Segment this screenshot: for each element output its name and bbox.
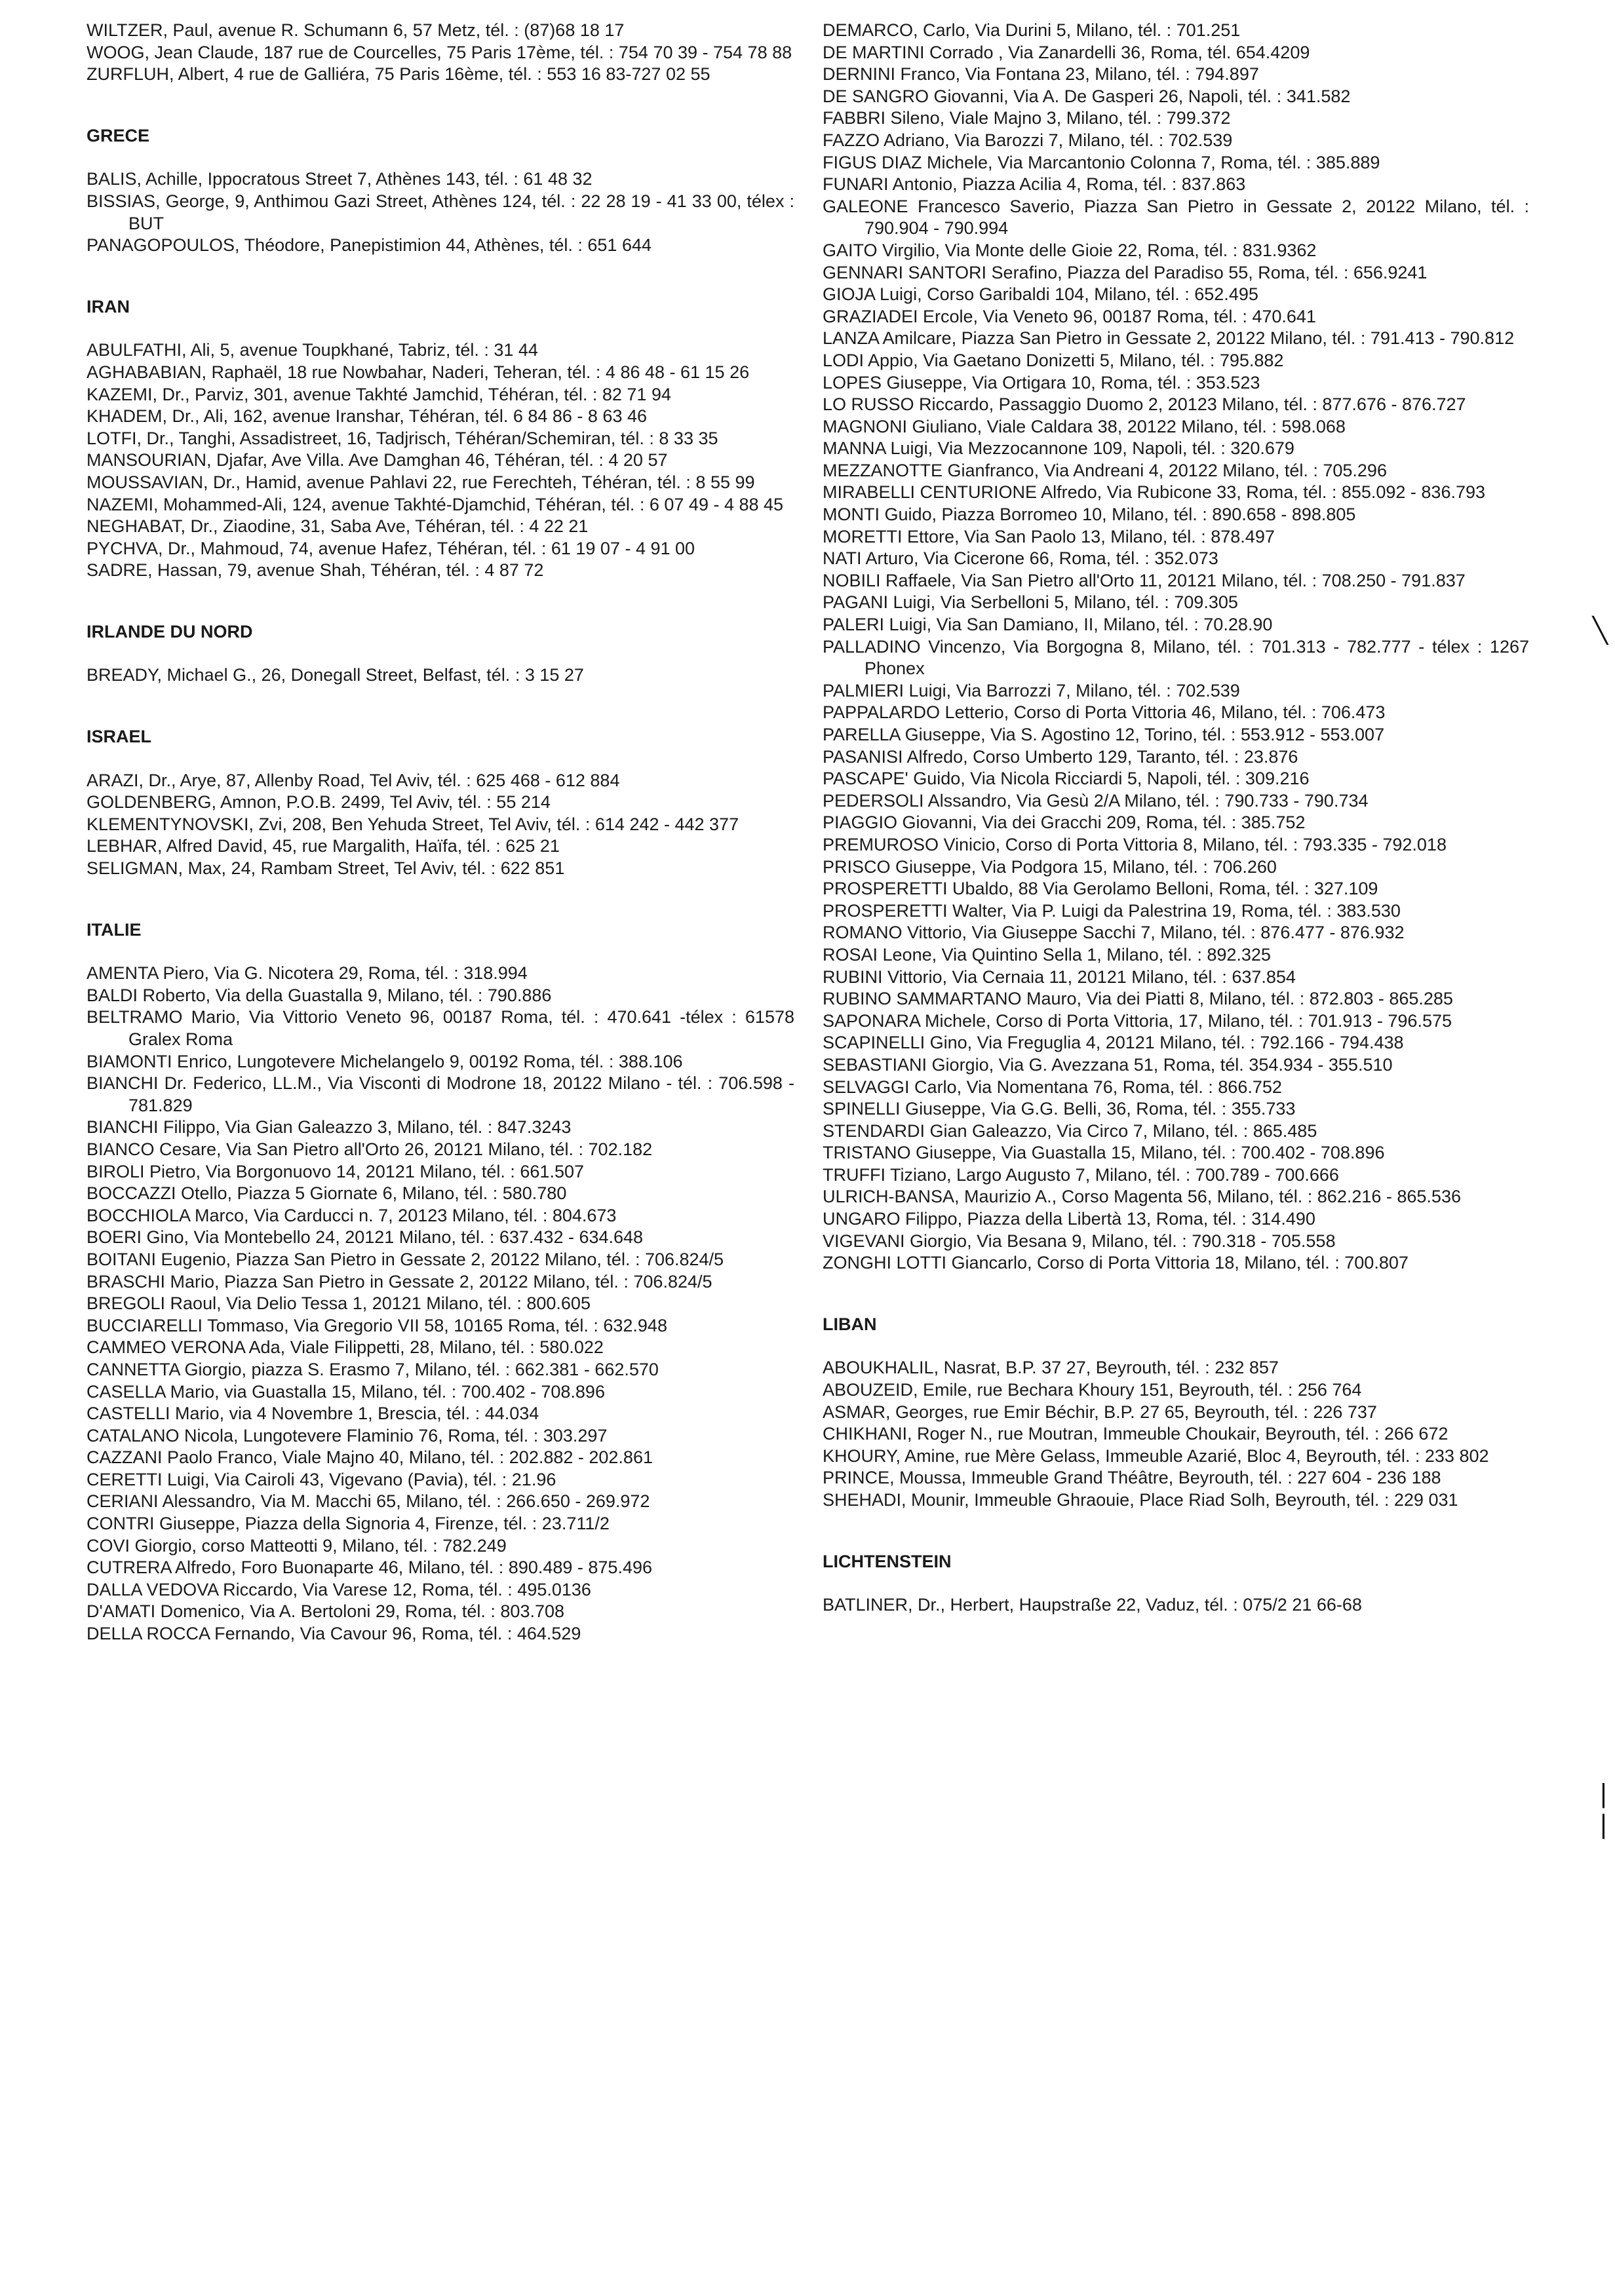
section-spacer xyxy=(87,257,794,296)
directory-entry: UNGARO Filippo, Piazza della Libertà 13, Roma, tél. : 314.490 xyxy=(823,1209,1315,1229)
directory-entry: GENNARI SANTORI Serafino, Piazza del Paradiso 55, Roma, tél. : 656.9241 xyxy=(823,262,1428,282)
directory-entry: BRASCHI Mario, Piazza San Pietro in Gessate 2, 20122 Milano, tél. : 706.824/5 xyxy=(87,1271,712,1292)
directory-entry: PROSPERETTI Ubaldo, 88 Via Gerolamo Belloni, Roma, tél. : 327.109 xyxy=(823,879,1378,899)
directory-entry: LOTFI, Dr., Tanghi, Assadistreet, 16, Tadjrisch, Téhéran/Schemiran, tél. : 8 33 35 xyxy=(87,428,718,448)
country-heading: LICHTENSTEIN xyxy=(823,1551,952,1571)
directory-entry: TRISTANO Giuseppe, Via Guastalla 15, Milano, tél. : 700.402 - 708.896 xyxy=(823,1143,1385,1163)
directory-entry: DERNINI Franco, Via Fontana 23, Milano, tél. : 794.897 xyxy=(823,64,1259,85)
directory-entry: ABULFATHI, Ali, 5, avenue Toupkhané, Tabriz, tél. : 31 44 xyxy=(87,340,538,360)
directory-entry: ZONGHI LOTTI Giancarlo, Corso di Porta Vittoria 18, Milano, tél. : 700.807 xyxy=(823,1253,1409,1273)
directory-entry: CAZZANI Paolo Franco, Viale Majno 40, Milano, tél. : 202.882 - 202.861 xyxy=(87,1447,653,1468)
section-spacer xyxy=(823,1512,1529,1551)
section-spacer xyxy=(823,1274,1529,1314)
directory-entry: SCAPINELLI Gino, Via Freguglia 4, 20121 Milano, tél. : 792.166 - 794.438 xyxy=(823,1033,1404,1053)
directory-entry: BISSIAS, George, 9, Anthimou Gazi Street, Athènes 124, tél. : 22 28 19 - 41 33 00, télex : BUT xyxy=(87,191,794,233)
directory-entry: MOUSSAVIAN, Dr., Hamid, avenue Pahlavi 22, rue Ferechteh, Téhéran, tél. : 8 55 99 xyxy=(87,472,755,492)
directory-entry: PASCAPE' Guido, Via Nicola Ricciardi 5, Napoli, tél. : 309.216 xyxy=(823,769,1310,789)
directory-entry: DELLA ROCCA Fernando, Via Cavour 96, Roma, tél. : 464.529 xyxy=(87,1624,581,1644)
directory-entry: RUBINO SAMMARTANO Mauro, Via dei Piatti 8, Milano, tél. : 872.803 - 865.285 xyxy=(823,989,1453,1009)
directory-entry: PANAGOPOULOS, Théodore, Panepistimion 44, Athènes, tél. : 651 644 xyxy=(87,235,652,256)
directory-entry: BOITANI Eugenio, Piazza San Pietro in Gessate 2, 20122 Milano, tél. : 706.824/5 xyxy=(87,1249,724,1269)
directory-entry: TRUFFI Tiziano, Largo Augusto 7, Milano, tél. : 700.789 - 700.666 xyxy=(823,1164,1339,1185)
directory-entry: PALLADINO Vincenzo, Via Borgogna 8, Milano, tél. : 701.313 - 782.777 - télex : 1267 Phonex xyxy=(823,636,1529,679)
directory-entry: PROSPERETTI Walter, Via P. Luigi da Palestrina 19, Roma, tél. : 383.530 xyxy=(823,900,1401,921)
directory-entry: NEGHABAT, Dr., Ziaodine, 31, Saba Ave, Téhéran, tél. : 4 22 21 xyxy=(87,516,589,537)
directory-entry: D'AMATI Domenico, Via A. Bertoloni 29, Roma, tél. : 803.708 xyxy=(87,1601,565,1622)
country-heading: GRECE xyxy=(87,125,150,145)
directory-entry: BUCCIARELLI Tommaso, Via Gregorio VII 58, 10165 Roma, tél. : 632.948 xyxy=(87,1315,667,1335)
directory-entry: KHOURY, Amine, rue Mère Gelass, Immeuble Azarié, Bloc 4, Beyrouth, tél. : 233 802 xyxy=(823,1445,1489,1466)
directory-entry: SELVAGGI Carlo, Via Nomentana 76, Roma, tél. : 866.752 xyxy=(823,1077,1282,1097)
directory-entry: ASMAR, Georges, rue Emir Béchir, B.P. 27 65, Beyrouth, tél. : 226 737 xyxy=(823,1402,1377,1422)
directory-entry: PRISCO Giuseppe, Via Podgora 15, Milano, tél. : 706.260 xyxy=(823,856,1277,877)
directory-entry: CUTRERA Alfredo, Foro Buonaparte 46, Milano, tél. : 890.489 - 875.496 xyxy=(87,1558,652,1578)
directory-entry: DE SANGRO Giovanni, Via A. De Gasperi 26, Napoli, tél. : 341.582 xyxy=(823,86,1351,106)
directory-entry: ZURFLUH, Albert, 4 rue de Galliéra, 75 Paris 16ème, tél. : 553 16 83-727 02 55 xyxy=(87,64,710,85)
country-heading: LIBAN xyxy=(823,1314,877,1334)
directory-entry: BIANCHI Filippo, Via Gian Galeazzo 3, Milano, tél. : 847.3243 xyxy=(87,1117,572,1138)
directory-entry: CASELLA Mario, via Guastalla 15, Milano, tél. : 700.402 - 708.896 xyxy=(87,1381,605,1402)
directory-entry: CONTRI Giuseppe, Piazza della Signoria 4, Firenze, tél. : 23.711/2 xyxy=(87,1514,610,1534)
directory-entry: MIRABELLI CENTURIONE Alfredo, Via Rubicone 33, Roma, tél. : 855.092 - 836.793 xyxy=(823,482,1486,503)
directory-entry: PAGANI Luigi, Via Serbelloni 5, Milano, tél. : 709.305 xyxy=(823,592,1238,613)
directory-entry: PASANISI Alfredo, Corso Umberto 129, Taranto, tél. : 23.876 xyxy=(823,746,1298,767)
directory-entry: MORETTI Ettore, Via San Paolo 13, Milano, tél. : 878.497 xyxy=(823,526,1275,546)
country-heading: ISRAEL xyxy=(87,727,152,747)
directory-entry: KAZEMI, Dr., Parviz, 301, avenue Takhté Jamchid, Téhéran, tél. : 82 71 94 xyxy=(87,384,671,404)
directory-entry: AGHABABIAN, Raphaël, 18 rue Nowbahar, Naderi, Teheran, tél. : 4 86 48 - 61 15 26 xyxy=(87,362,750,382)
directory-entry: PALMIERI Luigi, Via Barrozzi 7, Milano, tél. : 702.539 xyxy=(823,680,1240,700)
section-spacer xyxy=(87,880,794,919)
directory-entry: VIGEVANI Giorgio, Via Besana 9, Milano, tél. : 790.318 - 705.558 xyxy=(823,1231,1336,1251)
directory-entry: KLEMENTYNOVSKI, Zvi, 208, Ben Yehuda Street, Tel Aviv, tél. : 614 242 - 442 377 xyxy=(87,814,739,834)
heading-spacer xyxy=(823,1335,1529,1357)
directory-entry: ULRICH-BANSA, Maurizio A., Corso Magenta 56, Milano, tél. : 862.216 - 865.536 xyxy=(823,1187,1461,1207)
directory-entry: ROSAI Leone, Via Quintino Sella 1, Milano, tél. : 892.325 xyxy=(823,944,1271,965)
directory-entry: ARAZI, Dr., Arye, 87, Allenby Road, Tel Aviv, tél. : 625 468 - 612 884 xyxy=(87,770,620,790)
directory-entry: CAMMEO VERONA Ada, Viale Filippetti, 28, Milano, tél. : 580.022 xyxy=(87,1337,604,1358)
directory-entry: MONTI Guido, Piazza Borromeo 10, Milano, tél. : 890.658 - 898.805 xyxy=(823,505,1356,525)
directory-entry: SEBASTIANI Giorgio, Via G. Avezzana 51, Roma, tél. 354.934 - 355.510 xyxy=(823,1054,1393,1075)
directory-entry: BREADY, Michael G., 26, Donegall Street, Belfast, tél. : 3 15 27 xyxy=(87,665,584,685)
directory-entry: NOBILI Raffaele, Via San Pietro all'Orto 11, 20121 Milano, tél. : 708.250 - 791.837 xyxy=(823,570,1466,590)
directory-entry: PAPPALARDO Letterio, Corso di Porta Vittoria 46, Milano, tél. : 706.473 xyxy=(823,702,1386,723)
heading-spacer xyxy=(823,1573,1529,1594)
country-heading: ITALIE xyxy=(87,919,142,940)
directory-entry: ABOUKHALIL, Nasrat, B.P. 37 27, Beyrouth, tél. : 232 857 xyxy=(823,1358,1279,1378)
directory-entry: DE MARTINI Corrado , Via Zanardelli 36, Roma, tél. 654.4209 xyxy=(823,42,1310,62)
heading-spacer xyxy=(87,318,794,339)
directory-entry: PIAGGIO Giovanni, Via dei Gracchi 209, Roma, tél. : 385.752 xyxy=(823,813,1306,833)
directory-entry: PEDERSOLI Alssandro, Via Gesù 2/A Milano, tél. : 790.733 - 790.734 xyxy=(823,790,1369,811)
directory-entry: LEBHAR, Alfred David, 45, rue Margalith, Haïfa, tél. : 625 21 xyxy=(87,836,560,856)
directory-entry: DEMARCO, Carlo, Via Durini 5, Milano, tél. : 701.251 xyxy=(823,20,1241,40)
directory-entry: GAITO Virgilio, Via Monte delle Gioie 22, Roma, tél. : 831.9362 xyxy=(823,240,1317,260)
directory-entry: CANNETTA Giorgio, piazza S. Erasmo 7, Milano, tél. : 662.381 - 662.570 xyxy=(87,1359,659,1379)
margin-mark: | xyxy=(1599,1779,1608,1808)
directory-entry: RUBINI Vittorio, Via Cernaia 11, 20121 Milano, tél. : 637.854 xyxy=(823,966,1296,987)
directory-entry: SELIGMAN, Max, 24, Rambam Street, Tel Aviv, tél. : 622 851 xyxy=(87,858,565,879)
heading-spacer xyxy=(87,643,794,664)
directory-entry: SHEHADI, Mounir, Immeuble Ghraouie, Place Riad Solh, Beyrouth, tél. : 229 031 xyxy=(823,1490,1458,1510)
directory-entry: WILTZER, Paul, avenue R. Schumann 6, 57 Metz, tél. : (87)68 18 17 xyxy=(87,20,625,40)
country-heading: IRLANDE DU NORD xyxy=(87,621,253,641)
directory-entry: DALLA VEDOVA Riccardo, Via Varese 12, Roma, tél. : 495.0136 xyxy=(87,1579,591,1599)
directory-entry: MANSOURIAN, Djafar, Ave Villa. Ave Damghan 46, Téhéran, tél. : 4 20 57 xyxy=(87,450,668,470)
directory-entry: PREMUROSO Vinicio, Corso di Porta Vittoria 8, Milano, tél. : 793.335 - 792.018 xyxy=(823,834,1447,854)
directory-entry: SAPONARA Michele, Corso di Porta Vittoria, 17, Milano, tél. : 701.913 - 796.575 xyxy=(823,1010,1452,1031)
directory-entry: LODI Appio, Via Gaetano Donizetti 5, Milano, tél. : 795.882 xyxy=(823,350,1284,370)
heading-spacer xyxy=(87,147,794,168)
directory-entry: STENDARDI Gian Galeazzo, Via Circo 7, Milano, tél. : 865.485 xyxy=(823,1120,1317,1141)
directory-entry: BIROLI Pietro, Via Borgonuovo 14, 20121 Milano, tél. : 661.507 xyxy=(87,1161,584,1181)
directory-entry: BOCCAZZI Otello, Piazza 5 Giornate 6, Milano, tél. : 580.780 xyxy=(87,1183,567,1204)
directory-entry: BIANCO Cesare, Via San Pietro all'Orto 26, 20121 Milano, tél. : 702.182 xyxy=(87,1139,653,1159)
directory-entry: CERETTI Luigi, Via Cairoli 43, Vigevano (Pavia), tél. : 21.96 xyxy=(87,1469,556,1489)
directory-entry: FABBRI Sileno, Viale Majno 3, Milano, tél. : 799.372 xyxy=(823,108,1231,128)
directory-entry: KHADEM, Dr., Ali, 162, avenue Iranshar, Téhéran, tél. 6 84 86 - 8 63 46 xyxy=(87,406,647,427)
directory-entry: GRAZIADEI Ercole, Via Veneto 96, 00187 Roma, tél. : 470.641 xyxy=(823,306,1316,326)
directory-entry: WOOG, Jean Claude, 187 rue de Courcelles, 75 Paris 17ème, tél. : 754 70 39 - 754 78 88 xyxy=(87,42,792,62)
directory-entry: BALIS, Achille, Ippocratous Street 7, Athènes 143, tél. : 61 48 32 xyxy=(87,169,593,189)
directory-entry: GIOJA Luigi, Corso Garibaldi 104, Milano, tél. : 652.495 xyxy=(823,284,1258,305)
directory-entry: ABOUZEID, Emile, rue Bechara Khoury 151, Beyrouth, tél. : 256 764 xyxy=(823,1380,1362,1400)
directory-entry: CASTELLI Mario, via 4 Novembre 1, Brescia, tél. : 44.034 xyxy=(87,1404,539,1424)
directory-entry: BOERI Gino, Via Montebello 24, 20121 Milano, tél. : 637.432 - 634.648 xyxy=(87,1227,644,1248)
directory-entry: ROMANO Vittorio, Via Giuseppe Sacchi 7, Milano, tél. : 876.477 - 876.932 xyxy=(823,923,1405,943)
directory-entry: LO RUSSO Riccardo, Passaggio Duomo 2, 20123 Milano, tél. : 877.676 - 876.727 xyxy=(823,394,1466,415)
directory-entry: SADRE, Hassan, 79, avenue Shah, Téhéran, tél. : 4 87 72 xyxy=(87,560,544,581)
section-spacer xyxy=(87,86,794,125)
directory-entry: PYCHVA, Dr., Mahmoud, 74, avenue Hafez, Téhéran, tél. : 61 19 07 - 4 91 00 xyxy=(87,538,695,558)
directory-entry: AMENTA Piero, Via G. Nicotera 29, Roma, tél. : 318.994 xyxy=(87,963,528,984)
directory-entry: NAZEMI, Mohammed-Ali, 124, avenue Takhté-Djamchid, Téhéran, tél. : 6 07 49 - 4 88 45 xyxy=(87,494,784,514)
directory-entry: MEZZANOTTE Gianfranco, Via Andreani 4, 20122 Milano, tél. : 705.296 xyxy=(823,460,1387,480)
margin-mark: ╲ xyxy=(1593,616,1608,645)
directory-entry: PRINCE, Moussa, Immeuble Grand Théâtre, Beyrouth, tél. : 227 604 - 236 188 xyxy=(823,1468,1441,1488)
directory-entry: BIANCHI Dr. Federico, LL.M., Via Visconti di Modrone 18, 20122 Milano - tél. : 706.598 - 781.829 xyxy=(87,1073,794,1115)
right-column xyxy=(823,20,1529,1617)
directory-entry: PARELLA Giuseppe, Via S. Agostino 12, Torino, tél. : 553.912 - 553.007 xyxy=(823,725,1385,744)
margin-mark: | xyxy=(1599,1810,1608,1839)
heading-spacer xyxy=(87,941,794,963)
directory-entry: CERIANI Alessandro, Via M. Macchi 65, Milano, tél. : 266.650 - 269.972 xyxy=(87,1491,650,1512)
directory-entry: BIAMONTI Enrico, Lungotevere Michelangelo 9, 00192 Roma, tél. : 388.106 xyxy=(87,1051,683,1071)
directory-entry: PALERI Luigi, Via San Damiano, II, Milano, tél. : 70.28.90 xyxy=(823,615,1273,635)
section-spacer xyxy=(87,582,794,621)
directory-entry: LOPES Giuseppe, Via Ortigara 10, Roma, tél. : 353.523 xyxy=(823,372,1260,392)
directory-entry: CATALANO Nicola, Lungotevere Flaminio 76, Roma, tél. : 303.297 xyxy=(87,1425,608,1445)
directory-entry: MAGNONI Giuliano, Viale Caldara 38, 20122 Milano, tél. : 598.068 xyxy=(823,416,1346,436)
directory-entry: FUNARI Antonio, Piazza Acilia 4, Roma, tél. : 837.863 xyxy=(823,174,1246,195)
directory-entry: NATI Arturo, Via Cicerone 66, Roma, tél. : 352.073 xyxy=(823,548,1218,569)
country-heading: IRAN xyxy=(87,296,130,316)
directory-entry: BELTRAMO Mario, Via Vittorio Veneto 96, 00187 Roma, tél. : 470.641 -télex : 61578 Gralex Roma xyxy=(87,1007,794,1049)
directory-entry: BALDI Roberto, Via della Guastalla 9, Milano, tél. : 790.886 xyxy=(87,985,552,1005)
directory-entry: LANZA Amilcare, Piazza San Pietro in Gessate 2, 20122 Milano, tél. : 791.413 - 790.812 xyxy=(823,328,1515,349)
directory-entry: MANNA Luigi, Via Mezzocannone 109, Napoli, tél. : 320.679 xyxy=(823,438,1294,459)
directory-entry: FIGUS DIAZ Michele, Via Marcantonio Colonna 7, Roma, tél. : 385.889 xyxy=(823,152,1380,172)
directory-entry: FAZZO Adriano, Via Barozzi 7, Milano, tél. : 702.539 xyxy=(823,130,1233,150)
section-spacer xyxy=(87,687,794,726)
directory-entry: GALEONE Francesco Saverio, Piazza San Pietro in Gessate 2, 20122 Milano, tél. : 790.904 - 790.994 xyxy=(823,196,1529,239)
directory-entry: GOLDENBERG, Amnon, P.O.B. 2499, Tel Aviv, tél. : 55 214 xyxy=(87,792,551,813)
directory-entry: SPINELLI Giuseppe, Via G.G. Belli, 36, Roma, tél. : 355.733 xyxy=(823,1099,1296,1119)
directory-entry: COVI Giorgio, corso Matteotti 9, Milano, tél. : 782.249 xyxy=(87,1535,507,1556)
left-column xyxy=(87,20,794,1645)
directory-entry: BREGOLI Raoul, Via Delio Tessa 1, 20121 Milano, tél. : 800.605 xyxy=(87,1293,591,1314)
heading-spacer xyxy=(87,748,794,770)
directory-entry: BOCCHIOLA Marco, Via Carducci n. 7, 20123 Milano, tél. : 804.673 xyxy=(87,1205,617,1225)
directory-entry: BATLINER, Dr., Herbert, Haupstraße 22, Vaduz, tél. : 075/2 21 66-68 xyxy=(823,1595,1362,1615)
directory-entry: CHIKHANI, Roger N., rue Moutran, Immeuble Choukair, Beyrouth, tél. : 266 672 xyxy=(823,1424,1449,1444)
